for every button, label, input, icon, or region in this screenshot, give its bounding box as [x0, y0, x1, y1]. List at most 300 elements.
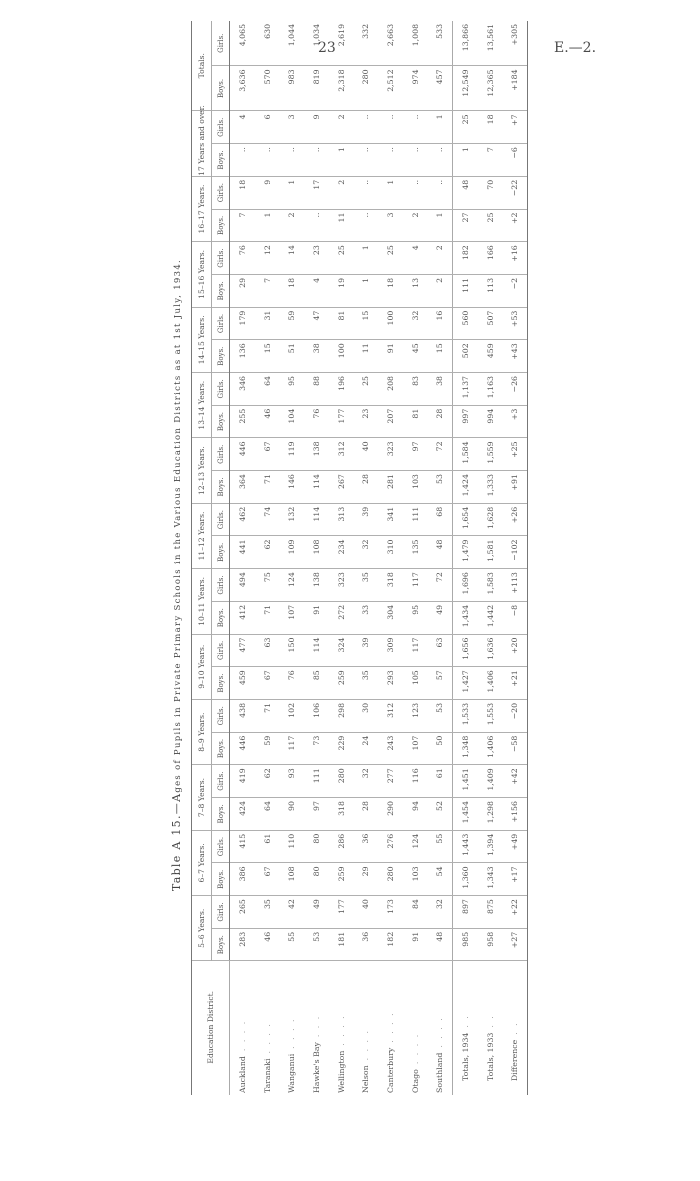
- age-group-header: 5–6 Years.: [192, 896, 212, 961]
- data-cell: 119: [279, 438, 304, 471]
- data-cell: 93: [279, 765, 304, 798]
- data-cell: 31: [255, 307, 280, 340]
- data-cell: 68: [428, 503, 453, 536]
- data-cell: +17: [503, 863, 528, 896]
- data-cell: 502: [453, 340, 478, 373]
- boys-header: Boys.: [212, 798, 230, 831]
- data-cell: 138: [304, 438, 329, 471]
- data-cell: −8: [503, 601, 528, 634]
- boys-header: Boys.: [212, 66, 230, 111]
- data-cell: 135: [403, 536, 428, 569]
- data-cell: 85: [304, 667, 329, 700]
- data-cell: 53: [428, 471, 453, 504]
- district-name-cell: [304, 961, 329, 1095]
- data-cell: 18: [378, 274, 403, 307]
- data-cell: 45: [403, 340, 428, 373]
- age-group-header: 10–11 Years.: [192, 569, 212, 634]
- leader-dots: . . . .: [287, 1017, 297, 1049]
- data-cell: 102: [279, 699, 304, 732]
- data-cell: 103: [403, 471, 428, 504]
- data-cell: 7: [478, 144, 503, 177]
- data-cell: 72: [428, 438, 453, 471]
- data-cell: 875: [478, 896, 503, 929]
- data-cell: 64: [255, 373, 280, 406]
- data-cell: 2: [279, 209, 304, 242]
- data-cell: 310: [378, 536, 403, 569]
- data-cell: 18: [279, 274, 304, 307]
- data-cell: 290: [378, 798, 403, 831]
- girls-header: Girls.: [212, 438, 230, 471]
- district-name-cell: [453, 961, 478, 1095]
- data-cell: 1,696: [453, 569, 478, 602]
- data-cell: 533: [428, 21, 453, 66]
- data-cell: 94: [403, 798, 428, 831]
- data-cell: 38: [428, 373, 453, 406]
- data-cell: 17: [304, 176, 329, 209]
- district-name-cell: [279, 961, 304, 1095]
- data-cell: 117: [403, 569, 428, 602]
- table-title-prefix: Table A 15.—A: [170, 792, 183, 892]
- data-cell: 229: [329, 732, 354, 765]
- data-cell: 81: [403, 405, 428, 438]
- data-cell: 309: [378, 634, 403, 667]
- district-name: Otago: [410, 1069, 420, 1093]
- data-cell: 280: [329, 765, 354, 798]
- girls-header: Girls.: [212, 634, 230, 667]
- age-group-header: 12–13 Years.: [192, 438, 212, 503]
- age-group-header: 17 Years and over.: [192, 111, 212, 176]
- data-cell: 136: [230, 340, 255, 373]
- data-cell: 1,454: [453, 798, 478, 831]
- table-row: [304, 21, 329, 1095]
- data-cell: 36: [353, 928, 378, 961]
- data-cell: 1,394: [478, 830, 503, 863]
- data-cell: 1,406: [478, 732, 503, 765]
- data-cell: 76: [230, 242, 255, 275]
- data-cell: 38: [304, 340, 329, 373]
- data-cell: 281: [378, 471, 403, 504]
- data-cell: 47: [304, 307, 329, 340]
- data-cell: 29: [230, 274, 255, 307]
- data-cell: 1: [279, 176, 304, 209]
- data-cell: 51: [279, 340, 304, 373]
- girls-header: Girls.: [212, 111, 230, 144]
- data-cell: ..: [230, 144, 255, 177]
- data-cell: 1: [428, 111, 453, 144]
- data-cell: 28: [353, 798, 378, 831]
- data-cell: 3: [279, 111, 304, 144]
- data-cell: 2: [428, 242, 453, 275]
- district-name: Difference: [510, 1039, 520, 1081]
- table-row: [403, 21, 428, 1095]
- data-cell: ..: [304, 144, 329, 177]
- data-cell: 24: [353, 732, 378, 765]
- data-cell: 39: [353, 503, 378, 536]
- district-name-cell: [403, 961, 428, 1095]
- data-cell: 313: [329, 503, 354, 536]
- data-cell: 71: [255, 699, 280, 732]
- table-row: [428, 21, 453, 1095]
- data-cell: 106: [304, 699, 329, 732]
- data-cell: 1: [353, 242, 378, 275]
- girls-header: Girls.: [212, 765, 230, 798]
- data-cell: 105: [403, 667, 428, 700]
- table-row: [353, 21, 378, 1095]
- data-cell: 53: [304, 928, 329, 961]
- data-cell: 507: [478, 307, 503, 340]
- data-cell: 312: [378, 699, 403, 732]
- table-row: [230, 21, 255, 1095]
- data-cell: 234: [329, 536, 354, 569]
- district-name-cell: [230, 961, 255, 1095]
- district-name: Canterbury: [385, 1047, 395, 1093]
- girls-header: Girls.: [212, 21, 230, 66]
- data-cell: +7: [503, 111, 528, 144]
- data-cell: 23: [304, 242, 329, 275]
- data-cell: 1: [329, 144, 354, 177]
- district-name: Auckland: [237, 1056, 247, 1093]
- data-cell: 182: [453, 242, 478, 275]
- girls-header: Girls.: [212, 176, 230, 209]
- district-name-cell: [378, 961, 403, 1095]
- data-cell: 13,866: [453, 21, 478, 66]
- data-cell: 1,553: [478, 699, 503, 732]
- data-cell: +21: [503, 667, 528, 700]
- data-cell: 1,427: [453, 667, 478, 700]
- data-cell: ..: [403, 144, 428, 177]
- age-group-header: 16–17 Years.: [192, 176, 212, 241]
- data-cell: 40: [353, 438, 378, 471]
- leader-dots: . .: [510, 1021, 520, 1035]
- data-cell: ..: [378, 111, 403, 144]
- data-cell: +43: [503, 340, 528, 373]
- data-cell: 108: [304, 536, 329, 569]
- boys-header: Boys.: [212, 144, 230, 177]
- data-cell: ..: [353, 176, 378, 209]
- girls-header: Girls.: [212, 896, 230, 929]
- data-cell: 16: [428, 307, 453, 340]
- data-cell: 6: [255, 111, 280, 144]
- data-cell: 386: [230, 863, 255, 896]
- data-cell: 97: [304, 798, 329, 831]
- data-cell: −6: [503, 144, 528, 177]
- data-cell: 88: [304, 373, 329, 406]
- data-cell: 28: [353, 471, 378, 504]
- data-cell: 1,044: [279, 21, 304, 66]
- data-cell: +27: [503, 928, 528, 961]
- district-name-cell: [478, 961, 503, 1095]
- data-cell: 70: [478, 176, 503, 209]
- document-code: E.—2.: [554, 40, 597, 56]
- district-name: Totals, 1933: [485, 1032, 495, 1081]
- data-cell: 55: [428, 830, 453, 863]
- data-cell: 100: [329, 340, 354, 373]
- data-cell: 80: [304, 830, 329, 863]
- data-cell: 298: [329, 699, 354, 732]
- data-cell: 286: [329, 830, 354, 863]
- data-cell: 32: [428, 896, 453, 929]
- data-cell: 446: [230, 732, 255, 765]
- data-cell: 173: [378, 896, 403, 929]
- data-cell: +42: [503, 765, 528, 798]
- boys-header: Boys.: [212, 274, 230, 307]
- data-cell: 346: [230, 373, 255, 406]
- data-cell: 67: [255, 438, 280, 471]
- data-cell: 415: [230, 830, 255, 863]
- girls-header: Girls.: [212, 699, 230, 732]
- data-cell: 124: [403, 830, 428, 863]
- data-cell: +26: [503, 503, 528, 536]
- data-cell: ..: [304, 209, 329, 242]
- age-group-header: 6–7 Years.: [192, 830, 212, 895]
- data-cell: 208: [378, 373, 403, 406]
- data-cell: 53: [428, 699, 453, 732]
- data-cell: 1: [453, 144, 478, 177]
- data-cell: 1,409: [478, 765, 503, 798]
- data-cell: 95: [403, 601, 428, 634]
- data-cell: 304: [378, 601, 403, 634]
- data-cell: 73: [304, 732, 329, 765]
- table-row: [453, 21, 478, 1095]
- data-cell: 25: [329, 242, 354, 275]
- data-cell: 1,442: [478, 601, 503, 634]
- data-cell: 97: [403, 438, 428, 471]
- data-cell: 459: [478, 340, 503, 373]
- data-cell: 897: [453, 896, 478, 929]
- data-cell: +184: [503, 66, 528, 111]
- girls-header: Girls.: [212, 242, 230, 275]
- data-cell: 318: [378, 569, 403, 602]
- data-cell: 630: [255, 21, 280, 66]
- data-cell: 412: [230, 601, 255, 634]
- data-cell: 76: [304, 405, 329, 438]
- data-cell: 18: [478, 111, 503, 144]
- data-cell: 25: [353, 373, 378, 406]
- data-cell: 19: [329, 274, 354, 307]
- data-cell: 71: [255, 471, 280, 504]
- boys-header: Boys.: [212, 405, 230, 438]
- data-cell: 280: [353, 66, 378, 111]
- girls-header: Girls.: [212, 503, 230, 536]
- leader-dots: . .: [485, 1014, 495, 1028]
- data-cell: 1,406: [478, 667, 503, 700]
- data-cell: 62: [255, 536, 280, 569]
- age-group-header: 7–8 Years.: [192, 765, 212, 830]
- data-cell: 110: [279, 830, 304, 863]
- table-title-rest: ges of Pupils in Private Primary Schools in the Various Education Districts as at 1st July, 1934.: [173, 258, 183, 793]
- table-row: [279, 21, 304, 1095]
- data-cell: 267: [329, 471, 354, 504]
- data-cell: 324: [329, 634, 354, 667]
- data-cell: −2: [503, 274, 528, 307]
- data-cell: 4: [230, 111, 255, 144]
- data-cell: 438: [230, 699, 255, 732]
- data-cell: 457: [428, 66, 453, 111]
- data-cell: 32: [353, 536, 378, 569]
- data-cell: 49: [428, 601, 453, 634]
- data-cell: 2: [428, 274, 453, 307]
- data-cell: 477: [230, 634, 255, 667]
- data-cell: 1,360: [453, 863, 478, 896]
- district-header: Education District.: [192, 961, 230, 1095]
- data-cell: 1,298: [478, 798, 503, 831]
- data-cell: 59: [255, 732, 280, 765]
- data-cell: 117: [403, 634, 428, 667]
- data-cell: 13,561: [478, 21, 503, 66]
- data-cell: 12,365: [478, 66, 503, 111]
- data-cell: +25: [503, 438, 528, 471]
- data-cell: 25: [378, 242, 403, 275]
- data-cell: 1,583: [478, 569, 503, 602]
- data-cell: 1,584: [453, 438, 478, 471]
- data-cell: 61: [255, 830, 280, 863]
- leader-dots: . . .: [311, 1014, 321, 1038]
- data-cell: 7: [230, 209, 255, 242]
- data-cell: 95: [279, 373, 304, 406]
- data-cell: 25: [478, 209, 503, 242]
- age-group-header: 15–16 Years.: [192, 242, 212, 307]
- data-cell: 1,163: [478, 373, 503, 406]
- data-cell: 104: [279, 405, 304, 438]
- data-cell: 494: [230, 569, 255, 602]
- leader-dots: . . . .: [262, 1022, 272, 1054]
- data-cell: 25: [453, 111, 478, 144]
- data-cell: 72: [428, 569, 453, 602]
- data-cell: 1,333: [478, 471, 503, 504]
- boys-header: Boys.: [212, 209, 230, 242]
- data-cell: 958: [478, 928, 503, 961]
- data-cell: 364: [230, 471, 255, 504]
- district-name: Taranaki: [262, 1058, 272, 1093]
- leader-dots: . . . .: [435, 1016, 445, 1048]
- data-cell: 9: [255, 176, 280, 209]
- data-cell: 40: [353, 896, 378, 929]
- data-cell: 259: [329, 667, 354, 700]
- data-cell: −20: [503, 699, 528, 732]
- data-cell: 207: [378, 405, 403, 438]
- data-cell: 91: [403, 928, 428, 961]
- data-cell: 3: [378, 209, 403, 242]
- data-cell: 974: [403, 66, 428, 111]
- data-cell: ..: [353, 209, 378, 242]
- data-cell: 103: [403, 863, 428, 896]
- data-cell: 54: [428, 863, 453, 896]
- data-cell: −58: [503, 732, 528, 765]
- data-cell: ..: [279, 144, 304, 177]
- data-cell: 138: [304, 569, 329, 602]
- data-cell: 997: [453, 405, 478, 438]
- boys-header: Boys.: [212, 928, 230, 961]
- data-cell: 983: [279, 66, 304, 111]
- girls-header: Girls.: [212, 569, 230, 602]
- data-cell: 59: [279, 307, 304, 340]
- data-cell: 57: [428, 667, 453, 700]
- data-cell: 23: [353, 405, 378, 438]
- district-name: Wanganui: [287, 1053, 297, 1093]
- district-name-cell: [329, 961, 354, 1095]
- data-cell: 124: [279, 569, 304, 602]
- data-cell: 994: [478, 405, 503, 438]
- data-cell: 181: [329, 928, 354, 961]
- data-cell: 111: [304, 765, 329, 798]
- data-cell: 1,137: [453, 373, 478, 406]
- ages-table: [191, 21, 528, 1095]
- data-cell: 1,636: [478, 634, 503, 667]
- data-cell: ..: [403, 176, 428, 209]
- data-cell: 107: [403, 732, 428, 765]
- data-cell: 48: [428, 536, 453, 569]
- data-cell: 100: [378, 307, 403, 340]
- table-row: [378, 21, 403, 1095]
- boys-header: Boys.: [212, 863, 230, 896]
- data-cell: 12: [255, 242, 280, 275]
- data-cell: 312: [329, 438, 354, 471]
- data-cell: 42: [279, 896, 304, 929]
- data-cell: 1,424: [453, 471, 478, 504]
- data-cell: 29: [353, 863, 378, 896]
- boys-header: Boys.: [212, 471, 230, 504]
- age-group-header: 8–9 Years.: [192, 699, 212, 764]
- data-cell: 1,343: [478, 863, 503, 896]
- data-cell: 108: [279, 863, 304, 896]
- data-cell: −22: [503, 176, 528, 209]
- data-cell: 1,479: [453, 536, 478, 569]
- data-cell: 177: [329, 405, 354, 438]
- data-cell: 35: [353, 569, 378, 602]
- boys-header: Boys.: [212, 536, 230, 569]
- data-cell: 182: [378, 928, 403, 961]
- data-cell: 71: [255, 601, 280, 634]
- data-cell: 1,008: [403, 21, 428, 66]
- rotated-table-block: [170, 23, 700, 1095]
- data-cell: 67: [255, 863, 280, 896]
- boys-header: Boys.: [212, 340, 230, 373]
- data-cell: 441: [230, 536, 255, 569]
- boys-header: Boys.: [212, 667, 230, 700]
- girls-header: Girls.: [212, 307, 230, 340]
- leader-dots: . . . .: [336, 1014, 346, 1046]
- data-cell: 4: [304, 274, 329, 307]
- data-cell: 114: [304, 503, 329, 536]
- data-cell: 30: [353, 699, 378, 732]
- leader-dots: . .: [461, 1014, 471, 1028]
- data-cell: 12,549: [453, 66, 478, 111]
- data-cell: 7: [255, 274, 280, 307]
- data-cell: 80: [304, 863, 329, 896]
- data-cell: 91: [378, 340, 403, 373]
- data-cell: 13: [403, 274, 428, 307]
- data-cell: 107: [279, 601, 304, 634]
- data-cell: 116: [403, 765, 428, 798]
- data-cell: 146: [279, 471, 304, 504]
- data-cell: 280: [378, 863, 403, 896]
- data-cell: 76: [279, 667, 304, 700]
- data-cell: 1,559: [478, 438, 503, 471]
- data-cell: 277: [378, 765, 403, 798]
- data-cell: +156: [503, 798, 528, 831]
- table-title: [170, 55, 183, 1095]
- data-cell: 114: [304, 634, 329, 667]
- data-cell: +49: [503, 830, 528, 863]
- data-cell: 283: [230, 928, 255, 961]
- data-cell: 179: [230, 307, 255, 340]
- data-cell: 1,443: [453, 830, 478, 863]
- data-cell: 243: [378, 732, 403, 765]
- data-cell: 81: [329, 307, 354, 340]
- data-cell: +16: [503, 242, 528, 275]
- data-cell: 114: [304, 471, 329, 504]
- data-cell: 1,451: [453, 765, 478, 798]
